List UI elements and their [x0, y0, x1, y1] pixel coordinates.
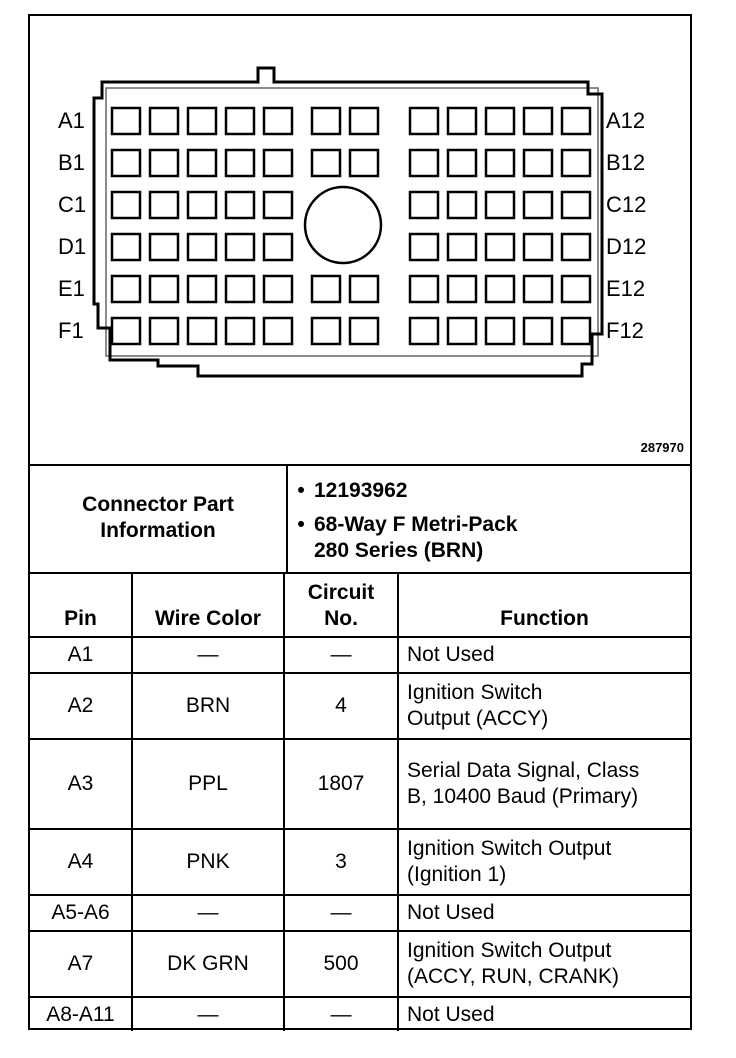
wire-color-cell: — [132, 997, 284, 1031]
header-function: Function [398, 573, 690, 637]
row-label-right: E12 [606, 276, 646, 301]
pin-cavity [524, 108, 552, 134]
table-row [30, 637, 690, 673]
pin-cavity [448, 318, 476, 344]
function-cell: Ignition Switch Output (ACCY) [398, 673, 690, 739]
wire-color-cell: DK GRN [132, 931, 284, 997]
pin-cavity [486, 234, 514, 260]
pin-cavity [226, 108, 254, 134]
header-circuit: Circuit No. [284, 573, 398, 637]
pin-cavity [112, 234, 140, 260]
pin-cavity [486, 150, 514, 176]
pin-cavities [112, 108, 590, 344]
pin-cavity [562, 234, 590, 260]
pin-cavity [188, 192, 216, 218]
table-row [30, 997, 690, 1031]
wire-color-cell: — [132, 637, 284, 673]
row-label-left: A1 [58, 108, 85, 133]
circuit-cell: — [284, 997, 398, 1031]
pin-cavity [150, 108, 178, 134]
bullet-icon: • [297, 479, 305, 502]
row-label-right: B12 [606, 150, 646, 175]
pin-cavity [312, 276, 340, 302]
connector-info-label [30, 464, 288, 572]
circuit-cell: 3 [284, 829, 398, 895]
pin-cavity [264, 108, 292, 134]
pin-cavity [188, 150, 216, 176]
table-row [30, 931, 690, 997]
function-cell: Not Used [398, 637, 690, 673]
circuit-cell: — [284, 895, 398, 931]
pin-cavity [410, 276, 438, 302]
connector-diagram [30, 16, 690, 466]
pin-cavity [350, 276, 378, 302]
connector-face-drawing [30, 16, 690, 464]
pin-cavity [264, 150, 292, 176]
pin-cavity [410, 192, 438, 218]
pin-cell: A7 [30, 931, 132, 997]
pin-cavity [410, 234, 438, 260]
pin-cavity [524, 192, 552, 218]
row-label-right: F12 [606, 318, 644, 343]
pin-cavity [112, 318, 140, 344]
pin-cavity [486, 108, 514, 134]
row-label-right: A12 [606, 108, 646, 133]
row-label-right: C12 [606, 192, 647, 217]
pin-cavity [524, 150, 552, 176]
connector-key-circle [305, 187, 381, 263]
pin-cavity [150, 276, 178, 302]
pin-cavity [150, 150, 178, 176]
pin-cavity [226, 192, 254, 218]
pin-cavity [448, 276, 476, 302]
row-label-left: D1 [58, 234, 87, 259]
pin-cavity [188, 318, 216, 344]
table-header-row [30, 573, 690, 637]
pin-cavity [410, 318, 438, 344]
pin-cavity [350, 108, 378, 134]
pin-cavity [188, 276, 216, 302]
pin-cavity [448, 150, 476, 176]
pin-cavity [150, 318, 178, 344]
connector-part-info [30, 464, 690, 574]
pin-cavity [150, 234, 178, 260]
pin-cavity [350, 318, 378, 344]
pin-cavity [562, 318, 590, 344]
pin-cavity [312, 150, 340, 176]
pin-cavity [448, 192, 476, 218]
circuit-cell: 500 [284, 931, 398, 997]
part-number: 12193962 [314, 479, 408, 502]
pin-cavity [350, 150, 378, 176]
pin-cell: A2 [30, 673, 132, 739]
figure-number: 287970 [640, 440, 684, 455]
document-frame [28, 14, 692, 1030]
pin-cavity [524, 276, 552, 302]
connector-description-1: 68-Way F Metri-Pack [314, 513, 518, 536]
pin-cavity [188, 234, 216, 260]
pin-cavity [410, 108, 438, 134]
pin-cavity [226, 276, 254, 302]
pin-cavity [264, 234, 292, 260]
row-label-left: F1 [58, 318, 84, 343]
header-pin: Pin [30, 573, 132, 637]
pin-cavity [112, 108, 140, 134]
row-label-right: D12 [606, 234, 647, 259]
table-row [30, 829, 690, 895]
pin-cavity [524, 234, 552, 260]
wire-color-cell: — [132, 895, 284, 931]
pin-cavity [226, 234, 254, 260]
pin-cavity [264, 318, 292, 344]
header-wire-color: Wire Color [132, 573, 284, 637]
pin-cavity [264, 276, 292, 302]
pin-cavity [150, 192, 178, 218]
wire-color-cell: PNK [132, 829, 284, 895]
pin-cavity [264, 192, 292, 218]
circuit-cell: 1807 [284, 739, 398, 829]
pin-cell: A3 [30, 739, 132, 829]
table-row [30, 673, 690, 739]
pin-cavity [486, 276, 514, 302]
wire-color-cell: BRN [132, 673, 284, 739]
function-cell: Serial Data Signal, Class B, 10400 Baud (Primary) [398, 739, 690, 829]
pin-cavity [112, 192, 140, 218]
pin-cavity [226, 150, 254, 176]
pin-cell: A4 [30, 829, 132, 895]
pin-cavity [410, 150, 438, 176]
row-label-left: E1 [58, 276, 85, 301]
pin-cavity [188, 108, 216, 134]
row-label-left: B1 [58, 150, 85, 175]
circuit-cell: 4 [284, 673, 398, 739]
pin-cell: A8-A11 [30, 997, 132, 1031]
pin-table [30, 572, 690, 1031]
pin-cavity [448, 108, 476, 134]
pin-cavity [226, 318, 254, 344]
pin-cavity [486, 192, 514, 218]
pin-cavity [312, 108, 340, 134]
pin-cavity [312, 318, 340, 344]
connector-housing-outline [94, 68, 602, 376]
pin-cavity [112, 150, 140, 176]
function-cell: Not Used [398, 895, 690, 931]
pin-cavity [448, 234, 476, 260]
function-cell: Ignition Switch Output (ACCY, RUN, CRANK) [398, 931, 690, 997]
pin-cell: A1 [30, 637, 132, 673]
pin-cavity [486, 318, 514, 344]
circuit-cell: — [284, 637, 398, 673]
function-cell: Not Used [398, 997, 690, 1031]
pin-cavity [524, 318, 552, 344]
connector-info-values [288, 478, 688, 564]
wire-color-cell: PPL [132, 739, 284, 829]
row-label-left: C1 [58, 192, 87, 217]
table-row [30, 895, 690, 931]
function-cell: Ignition Switch Output (Ignition 1) [398, 829, 690, 895]
pin-cavity [562, 108, 590, 134]
pin-cell: A5-A6 [30, 895, 132, 931]
pin-cavity [112, 276, 140, 302]
pin-cavity [562, 150, 590, 176]
table-row [30, 739, 690, 829]
connector-info-label-text: Connector Part Information [82, 493, 234, 542]
bullet-icon: • [297, 513, 305, 536]
connector-description-2: 280 Series (BRN) [314, 539, 484, 562]
pin-cavity [562, 192, 590, 218]
pin-cavity [562, 276, 590, 302]
